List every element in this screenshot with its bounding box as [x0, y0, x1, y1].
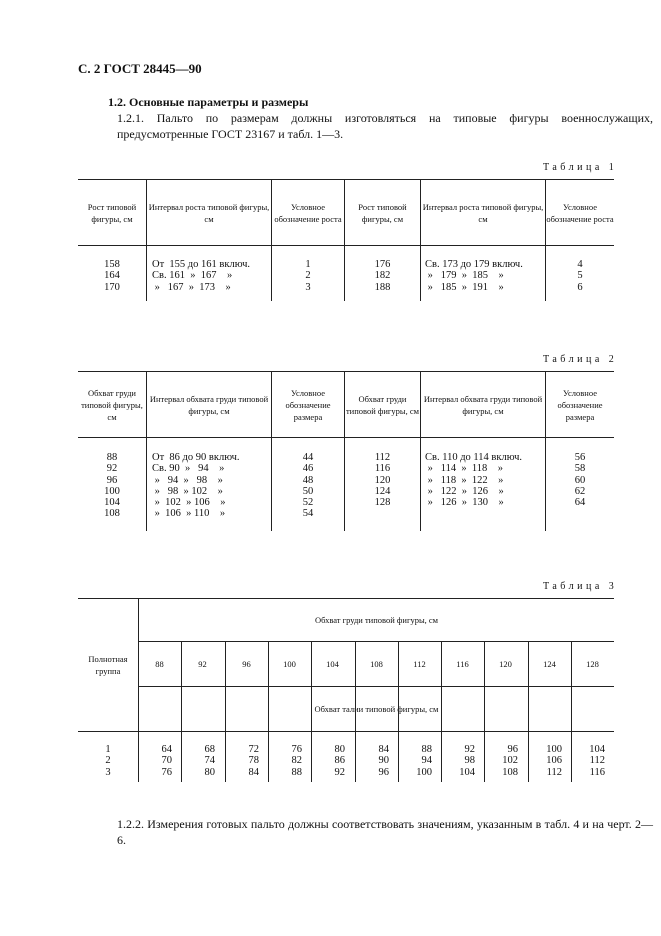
table-3-chest-value: 96	[242, 659, 251, 669]
table-3-chest-value: 128	[586, 659, 599, 669]
table-2-col-interval: От 86 до 90 включ. Св. 90 » 94 » » 94 » 98 » » 98 » 102 » » 102 » 106 » » 106 » 110 »	[152, 452, 240, 520]
table-3-waist-column: 100 106 112	[546, 744, 562, 778]
table-3-waist-column: 68 74 80	[204, 744, 215, 778]
table-3-header-group: Полнотная группа	[88, 654, 128, 676]
table-2-col-size: 44 46 48 50 52 54	[302, 452, 314, 520]
table-3-chest-value: 116	[456, 659, 469, 669]
table-1-header-interval: Интервал роста типовой фигуры, см	[148, 201, 270, 224]
table-3-waist-column: 88 94 100	[416, 744, 432, 778]
table-3-chest-value: 124	[543, 659, 556, 669]
table-1-header-code-2: Условное обозначение роста	[546, 201, 614, 224]
table-3-waist-column: 96 102 108	[502, 744, 518, 778]
table-3-chest-value: 112	[413, 659, 426, 669]
table-3-waist-column: 104 112 116	[589, 744, 605, 778]
table-3-waist-column: 72 78 84	[248, 744, 259, 778]
table-1-col-interval-2: Св. 173 до 179 включ. » 179 » 185 » » 185 » 191 »	[425, 259, 523, 293]
table-3-waist-column: 64 70 76	[161, 744, 172, 778]
table-3-caption: Таблица 3	[543, 581, 618, 592]
table-2-caption: Таблица 2	[543, 354, 618, 365]
table-1-col-code: 1 2 3	[305, 259, 311, 293]
table-2-header-chest: Обхват груди типовой фигуры, см	[81, 387, 143, 422]
paragraph-1-2-2: 1.2.2. Измерения готовых пальто должны соответствовать значениям, указанным в табл. 4 и на черт. 2—6.	[117, 817, 653, 847]
table-1-header-code: Условное обозначение роста	[274, 201, 342, 224]
table-3-col-group: 1 2 3	[105, 744, 111, 778]
table-3-chest-value: 104	[326, 659, 339, 669]
table-2-col-size-2: 56 58 60 62 64	[574, 452, 586, 509]
table-1-col-interval: От 155 до 161 включ. Св. 161 » 167 » » 167 » 173 »	[152, 259, 251, 293]
table-3-header-chest: Обхват груди типовой фигуры, см	[314, 615, 439, 625]
table-2-col-interval-2: Св. 110 до 114 включ. » 114 » 118 » » 118 » 122 » » 122 » 126 » » 126 » 130 »	[425, 452, 523, 509]
table-3-waist-column: 76 82 88	[291, 744, 302, 778]
table-3-chest-value: 120	[499, 659, 512, 669]
table-1-header-interval-2: Интервал роста типовой фигуры, см	[422, 201, 544, 224]
table-3-waist-column: 80 86 92	[334, 744, 345, 778]
table-1-col-height: 158 164 170	[104, 259, 120, 293]
table-3-chest-value: 88	[155, 659, 164, 669]
table-2-col-chest-2: 112 116 120 124 128	[374, 452, 391, 509]
table-3-waist-column: 92 98 104	[459, 744, 475, 778]
table-2-header-size: Условное обозначение размера	[285, 387, 331, 422]
table-2-header-interval-2: Интервал обхвата груди типовой фигуры, см	[423, 393, 543, 416]
page-header: С. 2 ГОСТ 28445—90	[78, 61, 202, 76]
table-3-chest-value: 100	[283, 659, 296, 669]
table-1-caption: Таблица 1	[543, 162, 618, 173]
paragraph-1-2-1: 1.2.1. Пальто по размерам должны изготовляться на типовые фигуры военнослужащих, предусмотренные ГОСТ 23167 и табл. 1—3.	[117, 111, 653, 141]
table-2-header-interval: Интервал обхвата груди типовой фигуры, см	[149, 393, 269, 416]
table-2-header-chest-2: Обхват груди типовой фигуры, см	[345, 393, 420, 416]
table-1-header-height-2: Рост типовой фигуры, см	[358, 201, 407, 224]
table-3-header-waist: Обхват талии типовой фигуры, см	[314, 704, 439, 714]
table-2-header-size-2: Условное обозначение размера	[557, 387, 603, 422]
table-1-header-height: Рост типовой фигуры, см	[87, 201, 137, 224]
table-2-col-chest: 88 92 96 100 104 108	[104, 452, 120, 520]
table-1-col-code-2: 4 5 6	[577, 259, 583, 293]
table-3-chest-value: 108	[370, 659, 383, 669]
table-3-waist-column: 84 90 96	[378, 744, 389, 778]
table-3-chest-value: 92	[198, 659, 207, 669]
table-1-col-height-2: 176 182 188	[374, 259, 391, 293]
section-title: 1.2. Основные параметры и размеры	[108, 95, 309, 109]
